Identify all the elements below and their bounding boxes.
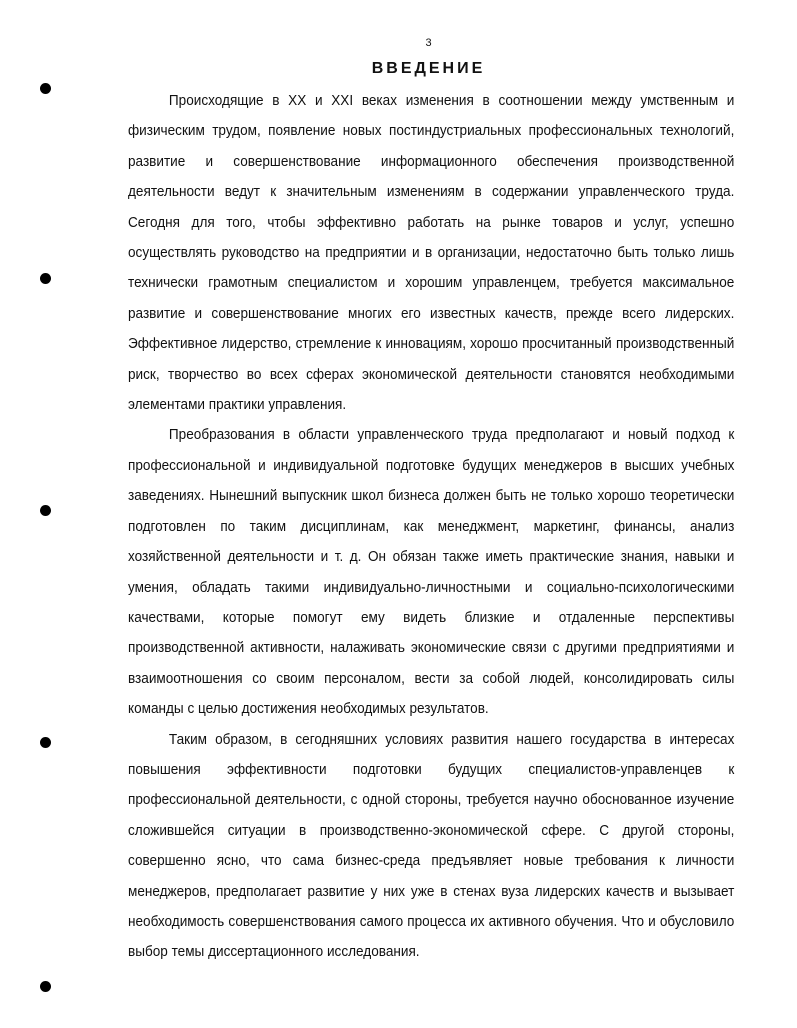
paragraph: Таким образом, в сегодняшних условиях развития нашего государства в интересах повышения эффективности подготовки будущих специалистов-управленцев к профессиональной деятельности, с одной стороны, требуется научно обоснованное изучение сложившейся ситуации в производственно-экономической сфере. С другой стороны, совершенно ясно, что сама бизнес-среда предъявляет новые требования к личности менеджеров, предполагает развитие у них уже в стенах вуза лидерских качеств и вызывает необходимость совершенствования самого процесса их активного обучения. Что и обусловило выбор темы диссертационного исследования. (128, 731, 735, 961)
paragraph: Происходящие в XX и XXI веках изменения в соотношении между умственным и физическим трудом, появление новых постиндустриальных профессиональных технологий, развитие и совершенствование информационного обеспечения производственной деятельности ведут к значительным изменениям в содержании управленческого труда. Сегодня для того, чтобы эффективно работать на рынке товаров и услуг, успешно осуществлять руководство на предприятии и в организации, недостаточно быть только лишь технически грамотным специалистом и хорошим управленцем, требуется максимальное развитие и совершенствование многих его известных качеств, прежде всего лидерских. Эффективное лидерство, стремление к инновациям, хорошо просчитанный производственный риск, творчество во всех сферах экономической деятельности становятся необходимыми элементами практики управления. (128, 93, 735, 414)
page-number: 3 (425, 37, 432, 49)
punch-hole (40, 83, 51, 94)
punch-hole (40, 273, 51, 284)
punch-hole (40, 737, 51, 748)
paragraph: Преобразования в области управленческого труда предполагают и новый подход к профессиональной и индивидуальной подготовке будущих менеджеров в высших учебных заведениях. Нынешний выпускник школ бизнеса должен быть не только хорошо теоретически подготовлен по таким дисциплинам, как менеджмент, маркетинг, финансы, анализ хозяйственной деятельности и т. д. Он обязан также иметь практические знания, навыки и умения, обладать такими индивидуально-личностными и социально-психологическими качествами, которые помогут ему видеть близкие и отдаленные перспективы производственной активности, налаживать экономические связи с другими предприятиями и взаимоотношения со своим персоналом, вести за собой людей, консолидировать силы команды с целью достижения необходимых результатов. (128, 427, 735, 718)
body-text (128, 86, 734, 968)
page-heading: ВВЕДЕНИЕ (371, 60, 486, 77)
punch-hole (40, 505, 51, 516)
punch-hole (40, 981, 51, 992)
